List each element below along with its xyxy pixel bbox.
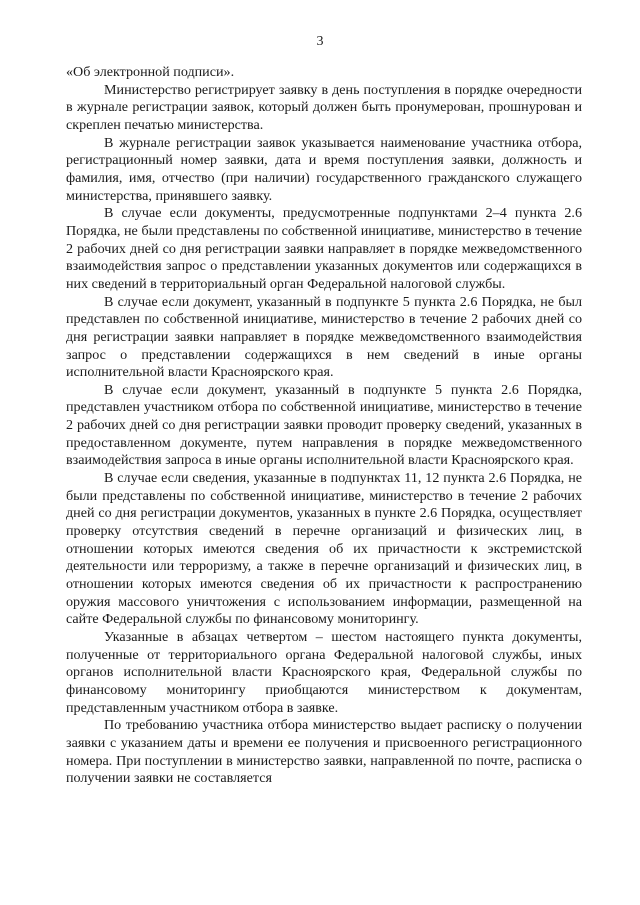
paragraph-1: «Об электронной подписи». xyxy=(66,64,235,80)
document-body xyxy=(66,64,582,788)
page-number: 3 xyxy=(316,34,324,49)
paragraph-6: В случае если документ, указанный в подпункте 5 пункта 2.6 Порядка, представлен участником отбора по собственной инициативе, министерство в течение 2 рабочих дней со дня регистрации заявки проводит проверку сведений, указанных в предоставленном документе, путем направления в порядке межведомственного взаимодействия запроса в иные органы исполнительной власти Красноярского края. xyxy=(66,381,582,469)
paragraph-9: По требованию участника отбора министерство выдает расписку о получении заявки с указанием даты и времени ее получения и присвоенного регистрационного номера. При поступлении в министерство заявки, направленной по почте, расписка о получении заявки не составляется xyxy=(66,717,582,787)
paragraph-3: В журнале регистрации заявок указывается наименование участника отбора, регистрационный номер заявки, дата и время поступления заявки, должность и фамилия, имя, отчество (при наличии) государственного гражданского служащего министерства, принявшего заявку. xyxy=(66,134,582,204)
paragraph-7: В случае если сведения, указанные в подпунктах 11, 12 пункта 2.6 Порядка, не были представлены по собственной инициативе, министерство в течение 2 рабочих дней со дня регистрации документов, указанных в пункте 2.6 Порядка, осуществляет проверку отсутствия сведений в перечне организаций и физических лиц, в отношении которых имеются сведения об их причастности к экстремистской деятельности или терроризму, а также в перечне организаций и физических лиц, в отношении которых имеются сведения об их причастности к распространению оружия массового уничтожения с использованием информации, размещенной на сайте Федеральной службы по финансовому мониторингу. xyxy=(66,470,582,628)
paragraph-4: В случае если документы, предусмотренные подпунктами 2–4 пункта 2.6 Порядка, не были представлены по собственной инициативе, министерство в течение 2 рабочих дней со дня регистрации заявки направляет в порядке межведомственного взаимодействия запрос о представлении указанных документов или содержащихся в них сведений в территориальный орган Федеральной налоговой службы. xyxy=(66,205,582,292)
paragraph-5: В случае если документ, указанный в подпункте 5 пункта 2.6 Порядка, не был представлен по собственной инициативе, министерство в течение 2 рабочих дней со дня регистрации заявки направляет в порядке межведомственного взаимодействия запрос о представлении содержащихся в нем сведений в иные органы исполнительной власти Красноярского края. xyxy=(66,293,582,381)
paragraph-2: Министерство регистрирует заявку в день поступления в порядке очередности в журнале регистрации заявок, который должен быть пронумерован, прошнурован и скреплен печатью министерства. xyxy=(66,81,582,133)
paragraph-8: Указанные в абзацах четвертом – шестом настоящего пункта документы, полученные от территориального органа Федеральной налоговой службы, иных органов исполнительной власти Красноярского края, Федеральной службы по финансовому мониторингу приобщаются министерством к документам, представленным участником отбора в заявке. xyxy=(66,629,582,716)
